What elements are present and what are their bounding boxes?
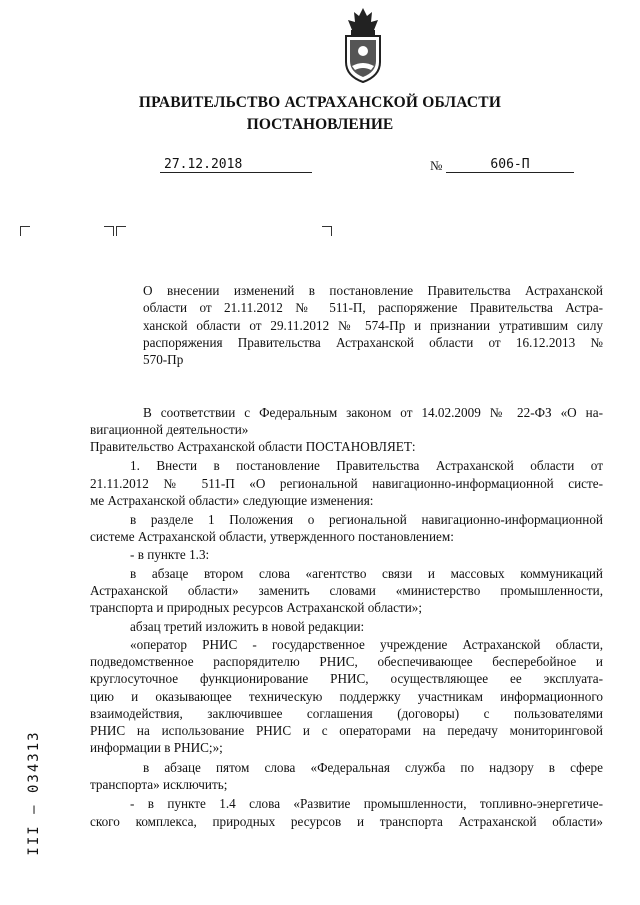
body-line: Астраханской области» заменить словами «министерство промышленности, bbox=[90, 583, 603, 598]
corner-mark-mid-left bbox=[104, 226, 114, 236]
corner-mark-left bbox=[20, 226, 30, 236]
body-line: взаимодействия, заключившее соглашения (договоры) с пользователями bbox=[90, 706, 603, 721]
body-line: ского комплекса, природных ресурсов и транспорта Астраханской области» bbox=[90, 814, 603, 829]
body-line: «оператор РНИС - государственное учреждение Астраханской области, bbox=[130, 637, 603, 652]
document-type: ПОСТАНОВЛЕНИЕ bbox=[246, 116, 394, 133]
body-line: цию и оказывающее техническую поддержку участникам информационного bbox=[90, 689, 603, 704]
side-serial-text: III – 034313 bbox=[26, 730, 42, 856]
body-line: ме Астраханской области» следующие изменения: bbox=[90, 493, 374, 508]
government-title: ПРАВИТЕЛЬСТВО АСТРАХАНСКОЙ ОБЛАСТИ bbox=[138, 94, 502, 111]
number-sign: № bbox=[430, 158, 443, 173]
subject-line: 570-Пр bbox=[143, 352, 184, 367]
corner-mark-right bbox=[322, 226, 332, 236]
body-line: информации в РНИС;»; bbox=[90, 740, 223, 755]
subject-line: области от 21.11.2012 № 511-П, распоряжение Правительства Астра- bbox=[143, 300, 603, 315]
body-line: - в пункте 1.3: bbox=[130, 547, 210, 562]
body-line: В соответствии с Федеральным законом от 14.02.2009 № 22-ФЗ «О на- bbox=[143, 405, 603, 420]
body-line: - в пункте 1.4 слова «Развитие промышленности, топливно-энергетиче- bbox=[130, 796, 603, 811]
subject-line: ханской области от 29.11.2012 № 574-Пр и признании утратившим силу bbox=[143, 318, 603, 333]
document-number: 606-П bbox=[446, 157, 574, 173]
subject-line: О внесении изменений в постановление Правительства Астраханской bbox=[143, 283, 603, 298]
body-line: РНИС на использование РНИС и с операторами на передачу мониторинговой bbox=[90, 723, 603, 738]
body-line: подведомственное распорядителю РНИС, обеспечивающее бесперебойное и bbox=[90, 654, 603, 669]
corner-mark-mid-right bbox=[116, 226, 126, 236]
body-line: 1. Внести в постановление Правительства Астраханской области от bbox=[130, 458, 603, 473]
body-line: в разделе 1 Положения о региональной навигационно-информационной bbox=[130, 512, 603, 527]
body-line: в абзаце втором слова «агентство связи и массовых коммуникаций bbox=[130, 566, 603, 581]
body-line: абзац третий изложить в новой редакции: bbox=[130, 619, 365, 634]
body-line: 21.11.2012 № 511-П «О региональной навигационно-информационной систе- bbox=[90, 476, 603, 491]
body-line: транспорта и природных ресурсов Астраханской области»; bbox=[90, 600, 423, 615]
body-line: транспорта» исключить; bbox=[90, 777, 228, 792]
subject-line: распоряжения Правительства Астраханской области от 16.12.2013 № bbox=[143, 335, 603, 350]
body-line: в абзаце пятом слова «Федеральная служба по надзору в сфере bbox=[143, 760, 603, 775]
body-line: Правительство Астраханской области ПОСТАНОВЛЯЕТ: bbox=[90, 439, 416, 454]
side-serial-stamp bbox=[14, 725, 54, 865]
coat-of-arms-emblem bbox=[338, 6, 388, 86]
body-line: круглосуточное функционирование РНИС, осуществляющее ее эксплуата- bbox=[90, 671, 603, 686]
body-line: системе Астраханской области, утвержденного постановлением: bbox=[90, 529, 454, 544]
document-date: 27.12.2018 bbox=[160, 157, 312, 173]
body-line: вигационной деятельности» bbox=[90, 422, 249, 437]
